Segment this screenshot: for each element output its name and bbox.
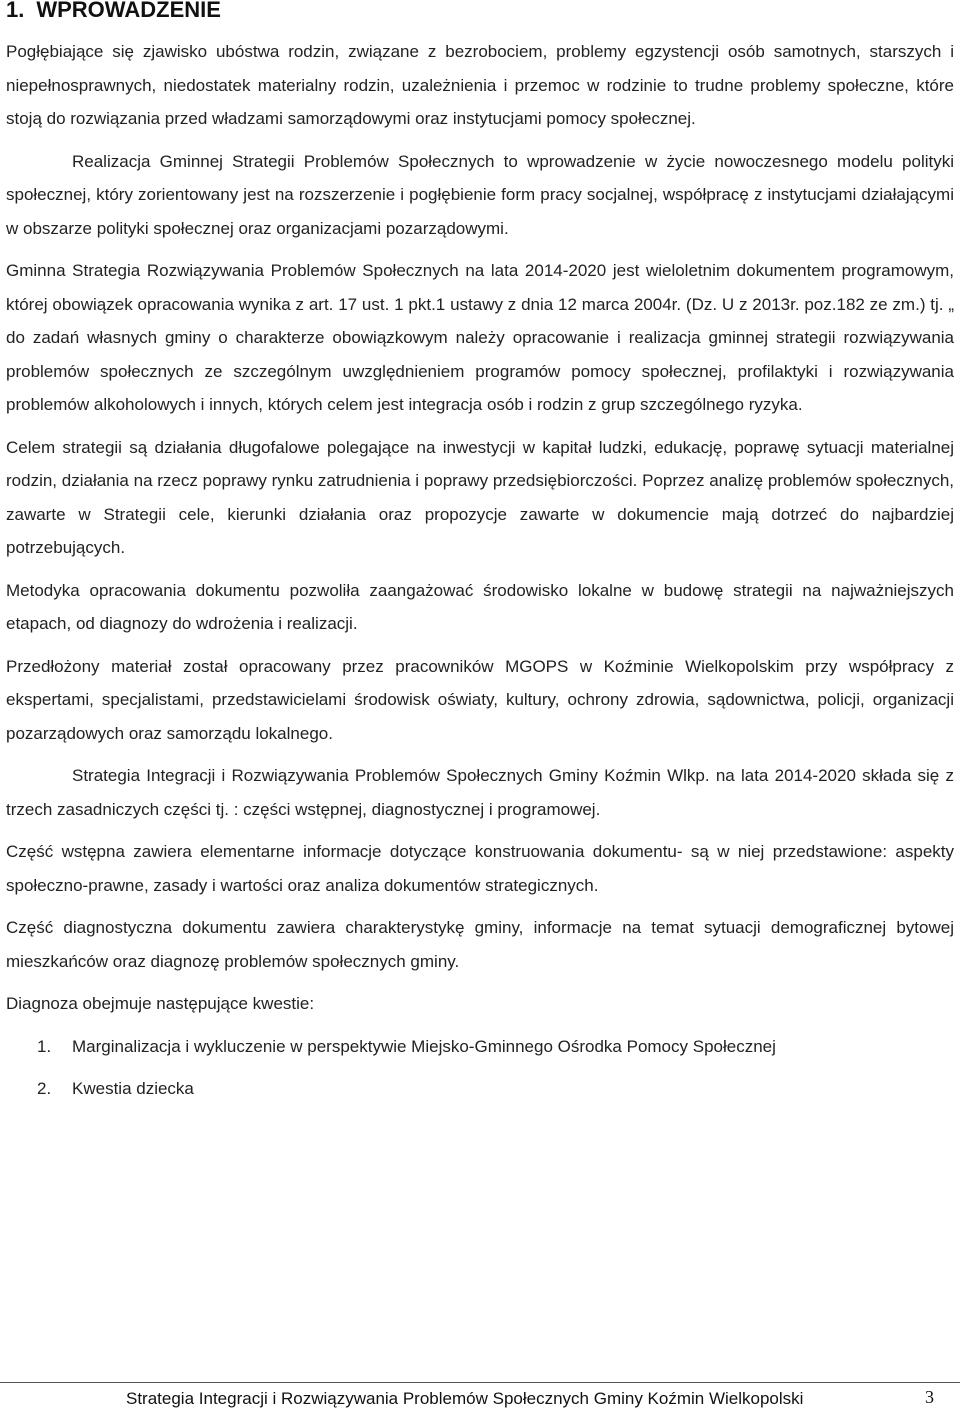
list-item-number: 2. [37, 1079, 52, 1098]
list-item [6, 1030, 954, 1064]
paragraph-introductory-part: Część wstępna zawiera elementarne informacje dotyczące konstruowania dokumentu- są w niej przedstawione: aspekty społeczno-prawne, zasady i wartości oraz analiza dokumentów strategicznych. [6, 842, 954, 895]
list-item [6, 1072, 954, 1106]
list-item-number: 1. [37, 1036, 52, 1056]
footer-title: Strategia Integracji i Rozwiązywania Problemów Społecznych Gminy Koźmin Wielkopolski [126, 1389, 804, 1408]
paragraph-goals: Celem strategii są działania długofalowe polegające na inwestycji w kapitał ludzki, edukację, poprawę sytuacji materialnej rodzin, działania na rzecz poprawy rynku zatrudnienia i poprawy przedsiębiorczości. Poprzez analizę problemów społecznych, zawarte w Strategii cele, kierunki działania oraz propozycje zawarte w dokumencie mają dotrzeć do najbardziej potrzebujących. [6, 437, 954, 557]
paragraph-realization: Realizacja Gminnej Strategii Problemów Społecznych to wprowadzenie w życie nowoczesnego modelu polityki społecznej, który zorientowany jest na rozszerzenie i pogłębienie form pracy socjalnej, współpracę z instytucjami działającymi w obszarze polityki społecznej oraz organizacjami pozarządowymi. [6, 151, 954, 238]
footer-divider [0, 1382, 960, 1383]
paragraph-intro: Pogłębiające się zjawisko ubóstwa rodzin, związane z bezrobociem, problemy egzystencji osób samotnych, starszych i niepełnosprawnych, niedostatek materialny rodzin, uzależnienia i przemoc w rodzinie to trudne problemy społeczne, które stoją do rozwiązania przed władzami samorządowymi oraz instytucjami pomocy społecznej. [6, 42, 954, 128]
paragraph-legal-basis: Gminna Strategia Rozwiązywania Problemów Społecznych na lata 2014-2020 jest wieloletnim dokumentem programowym, której obowiązek opracowania wynika z art. 17 ust. 1 pkt.1 ustawy z dnia 12 marca 2004r. (Dz. U z 2013r. poz.182 ze zm.) tj. „ do zadań własnych gminy o charakterze obowiązkowym należy opracowanie i realizacja gminnej strategii rozwiązywania problemów społecznych ze szczególnym uwzględnieniem programów pomocy społecznej, profilaktyki i rozwiązywania problemów alkoholowych i innych, których celem jest integracja osób i rodzin z grup szczególnego ryzyka. [6, 261, 954, 414]
document-body [6, 35, 954, 1106]
page-number: 3 [925, 1387, 934, 1407]
paragraph-diagnosis-issues: Diagnoza obejmuje następujące kwestie: [6, 994, 315, 1013]
paragraph-methodology: Metodyka opracowania dokumentu pozwoliła zaangażować środowisko lokalne w budowę strategii na najważniejszych etapach, od diagnozy do wdrożenia i realizacji. [6, 580, 954, 633]
paragraph-structure: Strategia Integracji i Rozwiązywania Problemów Społecznych Gminy Koźmin Wlkp. na lata 2014-2020 składa się z trzech zasadniczych części tj. : części wstępnej, diagnostycznej i programowej. [6, 766, 954, 819]
paragraph-authors: Przedłożony materiał został opracowany przez pracowników MGOPS w Koźminie Wielkopolskim przy współpracy z ekspertami, specjalistami, przedstawicielami środowisk oświaty, kultury, ochrony zdrowia, sądownictwa, policji, organizacji pozarządowych oraz samorządu lokalnego. [6, 656, 954, 743]
section-heading [6, 0, 221, 26]
list-item-text: Marginalizacja i wykluczenie w perspektywie Miejsko-Gminnego Ośrodka Pomocy Społecznej [72, 1036, 776, 1056]
section-number: 1. [6, 0, 25, 22]
paragraph-diagnostic-part: Część diagnostyczna dokumentu zawiera charakterystykę gminy, informacje na temat sytuacji demograficznej bytowej mieszkańców oraz diagnozę problemów społecznych gminy. [6, 918, 954, 971]
list-item-text: Kwestia dziecka [72, 1079, 194, 1098]
section-title: WPROWADZENIE [36, 0, 221, 22]
